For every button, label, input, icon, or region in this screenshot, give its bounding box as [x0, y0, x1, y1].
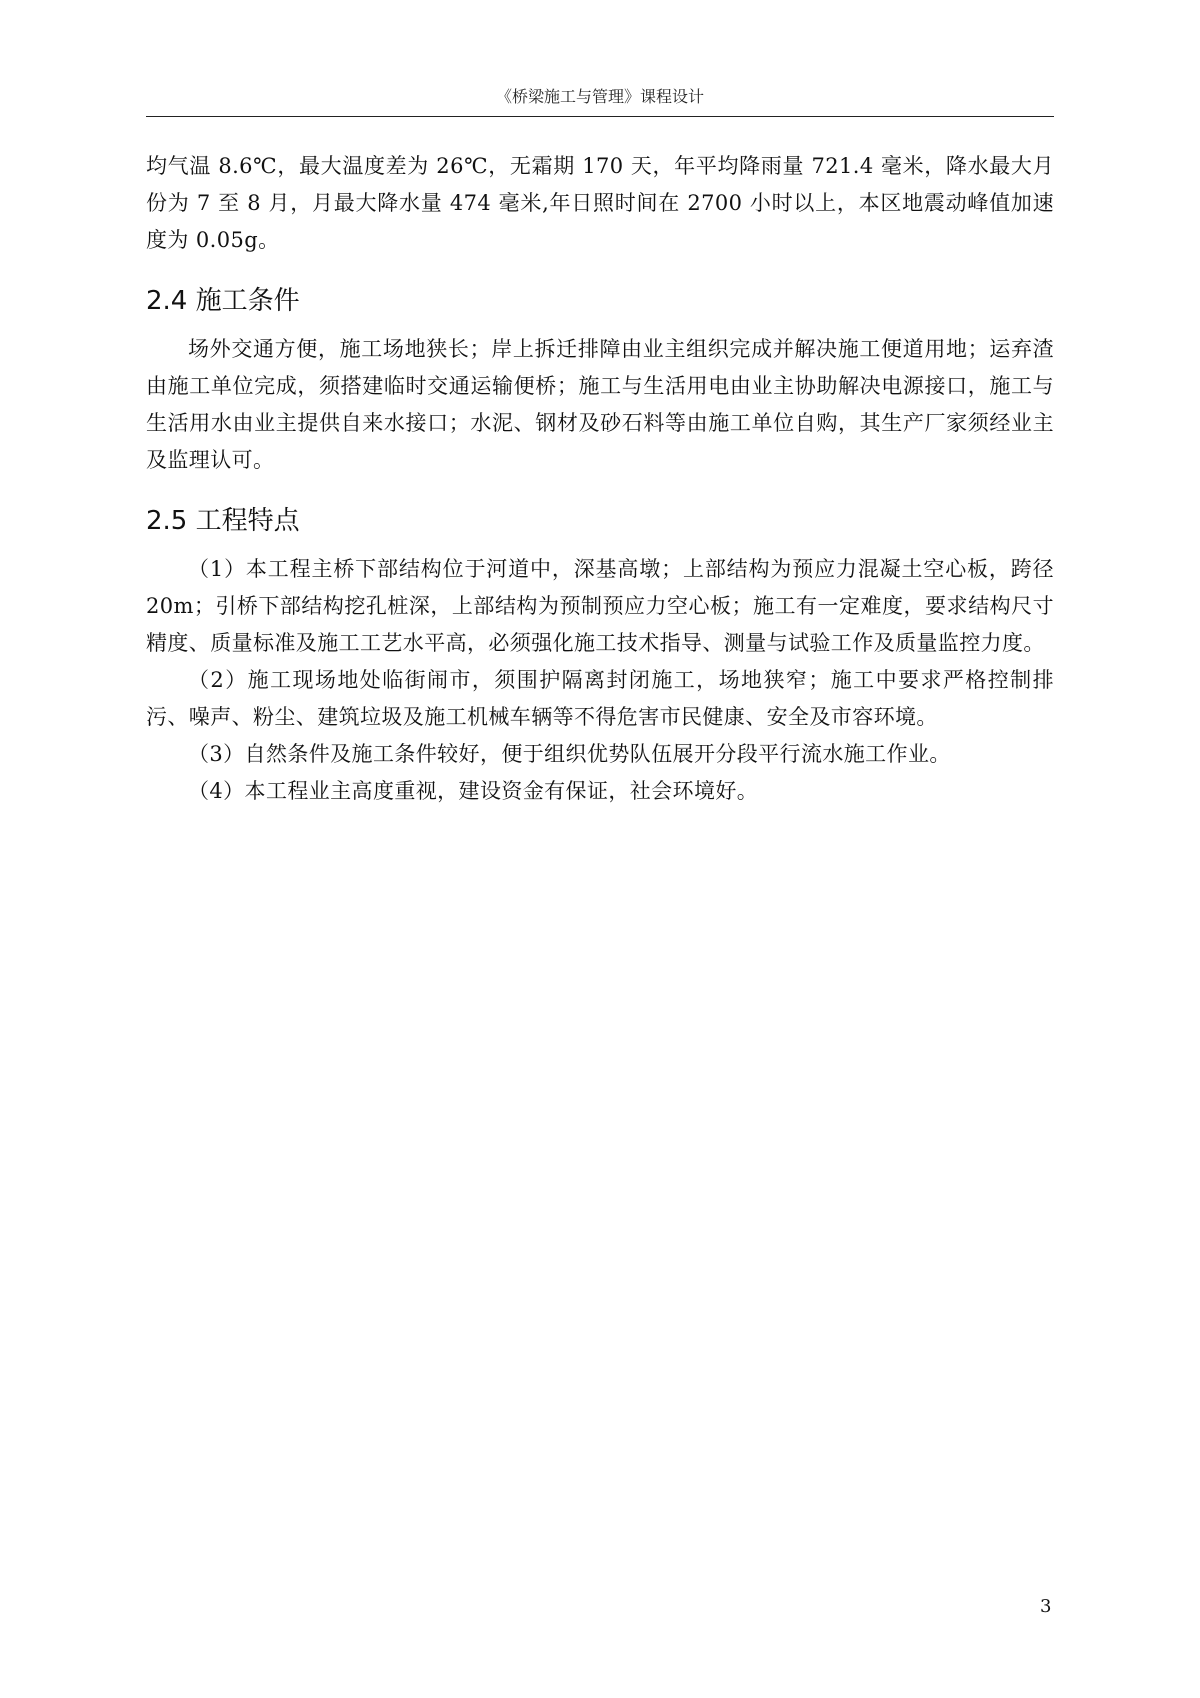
- header-divider: [146, 116, 1054, 117]
- list-item: （1）本工程主桥下部结构位于河道中，深基高墩；上部结构为预应力混凝土空心板，跨径 20m；引桥下部结构挖孔桩深，上部结构为预制预应力空心板；施工有一定难度，要求结构尺寸精度、质量标准及施工工艺水平高，必须强化施工技术指导、测量与试验工作及质量监控力度。: [146, 557, 1054, 655]
- list-item: （2）施工现场地处临街闹市，须围护隔离封闭施工，场地狭窄；施工中要求严格控制排污、噪声、粉尘、建筑垃圾及施工机械车辆等不得危害市民健康、安全及市容环境。: [146, 668, 1054, 729]
- section-heading-2-4: 2.4 施工条件: [146, 286, 300, 316]
- page-number: 3: [1040, 1596, 1052, 1617]
- section-2-4-paragraph: 场外交通方便，施工场地狭长；岸上拆迁排障由业主组织完成并解决施工便道用地；运弃渣由施工单位完成，须搭建临时交通运输便桥；施工与生活用电由业主协助解决电源接口，施工与生活用水由业主提供自来水接口；水泥、钢材及砂石料等由施工单位自购，其生产厂家须经业主及监理认可。: [146, 337, 1054, 472]
- intro-paragraph: 均气温 8.6℃，最大温度差为 26℃，无霜期 170 天，年平均降雨量 721.4 毫米，降水最大月份为 7 至 8 月，月最大降水量 474 毫米,年日照时间在 2700 小时以上，本区地震动峰值加速度为 0.05g。: [146, 154, 1054, 252]
- page-header-title: 《桥梁施工与管理》课程设计: [495, 87, 704, 106]
- section-heading-2-5: 2.5 工程特点: [146, 506, 300, 536]
- document-body: [146, 148, 1054, 810]
- list-item: （3）自然条件及施工条件较好，便于组织优势队伍展开分段平行流水施工作业。: [188, 742, 951, 766]
- list-item: （4）本工程业主高度重视，建设资金有保证，社会环境好。: [188, 779, 759, 803]
